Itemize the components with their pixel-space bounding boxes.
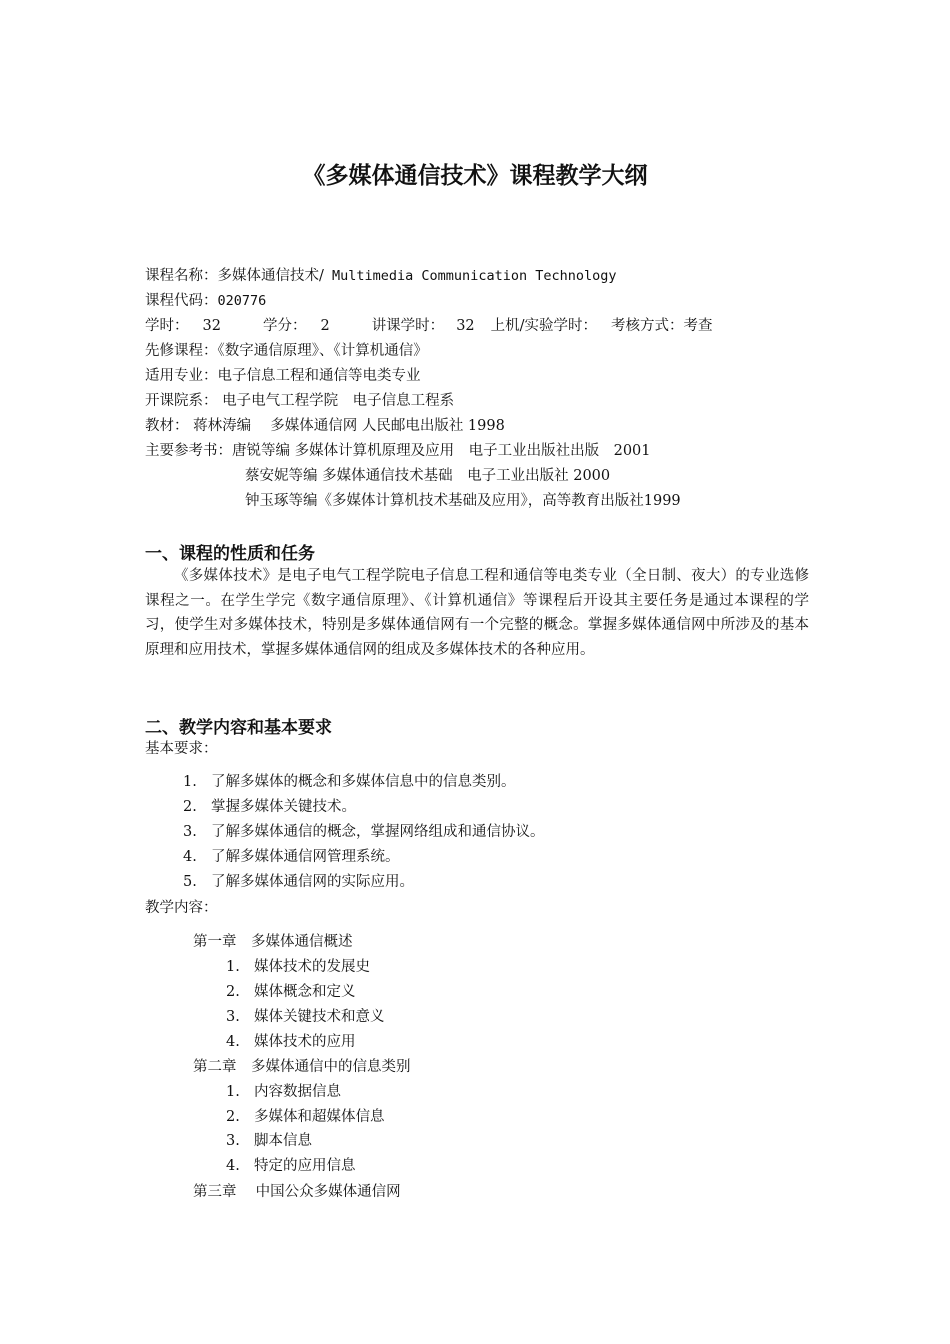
hours-value: 32 (202, 318, 221, 334)
list-item: 1. 媒体技术的发展史 (226, 959, 370, 975)
teaching-content-label: 教学内容： (145, 900, 218, 916)
course-name-cn: 多媒体通信技术/ (217, 268, 324, 284)
list-item: 4. 媒体技术的应用 (226, 1034, 356, 1050)
chapter-title: 第二章 多媒体通信中的信息类别 (193, 1059, 411, 1075)
textbook-label: 教材： (145, 418, 189, 434)
lecture-hours-label: 讲课学时： (371, 318, 445, 334)
refs-line (145, 441, 651, 461)
list-item: 2. 媒体概念和定义 (226, 984, 356, 1000)
prereq-value: 《数字通信原理》、《计算机通信》 (217, 343, 428, 359)
section-heading: 一、课程的性质和任务 (145, 544, 315, 564)
refs-label: 主要参考书： (145, 443, 232, 459)
course-name-en: Multimedia Communication Technology (323, 268, 617, 284)
chapter-title: 第一章 多媒体通信概述 (193, 934, 353, 950)
list-item: 3. 媒体关键技术和意义 (226, 1009, 385, 1025)
course-name-label: 课程名称： (145, 268, 218, 284)
dept-label: 开课院系： (145, 393, 218, 409)
credits-label: 学分： (262, 318, 307, 334)
prereq-line (145, 341, 428, 361)
list-item: 3. 了解多媒体通信的概念，掌握网络组成和通信协议。 (183, 824, 545, 840)
ref-item: 蔡安妮等编 多媒体通信技术基础 电子工业出版社 2000 (245, 468, 611, 484)
basic-requirements-label: 基本要求： (145, 741, 218, 757)
list-item: 3. 脚本信息 (226, 1133, 312, 1149)
list-item: 2. 多媒体和超媒体信息 (226, 1109, 385, 1125)
list-item: 1. 了解多媒体的概念和多媒体信息中的信息类别。 (183, 774, 516, 790)
majors-label: 适用专业： (145, 368, 218, 384)
list-item: 4. 了解多媒体通信网管理系统。 (183, 849, 400, 865)
page-title: 《多媒体通信技术》课程教学大纲 (302, 163, 648, 189)
list-item: 5. 了解多媒体通信网的实际应用。 (183, 874, 414, 890)
hours-line (145, 316, 713, 336)
course-name-line (145, 266, 617, 286)
hours-label: 学时： (145, 318, 189, 334)
section-heading: 二、教学内容和基本要求 (145, 718, 332, 738)
credits-value: 2 (320, 318, 330, 334)
course-code: 020776 (217, 293, 267, 309)
textbook-line (145, 416, 505, 436)
lecture-hours-value: 32 (456, 318, 475, 334)
section-paragraph: 《多媒体技术》是电子电气工程学院电子信息工程和通信等电类专业（全日制、夜大）的专业选修课程之一。在学生学完《数字通信原理》、《计算机通信》等课程后开设其主要任务是通过本课程的学习，使学生对多媒体技术，特别是多媒体通信网有一个完整的概念。掌握多媒体通信网中所涉及的基本原理和应用技术，掌握多媒体通信网的组成及多媒体技术的各种应用。 (145, 568, 809, 658)
list-item: 2. 掌握多媒体关键技术。 (183, 799, 356, 815)
textbook-value: 蒋林涛编 多媒体通信网 人民邮电出版社 1998 (188, 418, 505, 434)
prereq-label: 先修课程： (145, 343, 218, 359)
dept-value: 电子电气工程学院 电子信息工程系 (217, 393, 455, 409)
ref-item: 钟玉琢等编《多媒体计算机技术基础及应用》，高等教育出版社1999 (245, 493, 681, 509)
exam-value: 考查 (683, 318, 713, 334)
exam-label: 考核方式： (611, 318, 684, 334)
majors-value: 电子信息工程和通信等电类专业 (217, 368, 421, 384)
course-code-line (145, 291, 266, 311)
list-item: 4. 特定的应用信息 (226, 1158, 356, 1174)
majors-line (145, 366, 421, 386)
chapter-title: 第三章 中国公众多媒体通信网 (193, 1184, 401, 1200)
list-item: 1. 内容数据信息 (226, 1084, 341, 1100)
lab-hours-label: 上机/实验学时： (490, 318, 598, 334)
course-code-label: 课程代码： (145, 293, 218, 309)
dept-line (145, 391, 454, 411)
ref-item: 唐锐等编 多媒体计算机原理及应用 电子工业出版社出版 2001 (232, 443, 651, 459)
